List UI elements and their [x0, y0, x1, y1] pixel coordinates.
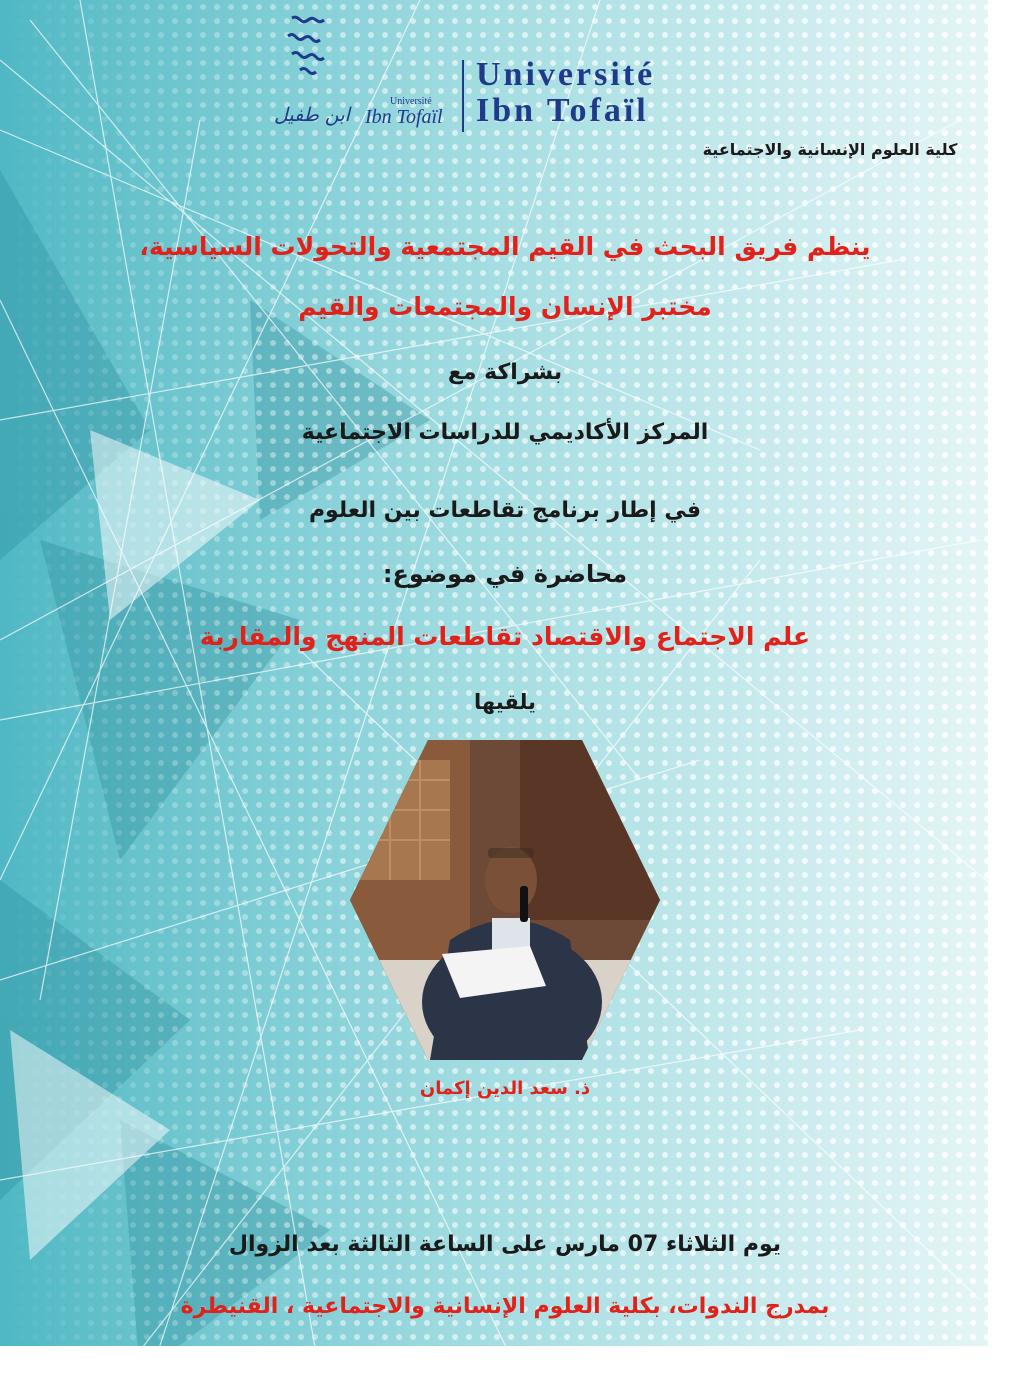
logo-university-text: Université	[476, 56, 656, 93]
logo-arabic-name: ابن طفيل	[274, 104, 350, 126]
logo-small-ibn-tofail: Ibn Tofaïl	[365, 106, 443, 128]
program-line: في إطار برنامج تقاطعات بين العلوم	[308, 498, 702, 523]
venue: بمدرج الندوات، بكلية العلوم الإنسانية والاجتماعية ، القنيطرة	[180, 1294, 830, 1319]
lecture-label: محاضرة في موضوع:	[382, 560, 628, 588]
organizer-line-2: مختبر الإنسان والمجتمعات والقيم	[298, 292, 712, 321]
partner-name: المركز الأكاديمي للدراسات الاجتماعية	[301, 420, 709, 445]
speaker-name: ذ. سعد الدين إكمان	[419, 1078, 591, 1099]
university-logo	[270, 12, 958, 159]
logo-divider	[462, 60, 464, 132]
logo-ibn-tofail-text: Ibn Tofaïl	[476, 92, 649, 129]
organizer-line-1: ينظم فريق البحث في القيم المجتمعية والتحولات السياسية،	[139, 232, 871, 261]
lecture-title: علم الاجتماع والاقتصاد تقاطعات المنهج والمقاربة	[199, 622, 811, 651]
faculty-name: كلية العلوم الإنسانية والاجتماعية	[702, 140, 958, 159]
speaker-photo	[350, 740, 660, 1060]
partnership-label: بشراكة مع	[447, 360, 563, 385]
date-time: يوم الثلاثاء 07 مارس على الساعة الثالثة بعد الزوال	[228, 1232, 782, 1257]
right-margin	[988, 0, 1010, 1376]
logo-small-university: Université	[390, 96, 432, 107]
calligraphy-mark-icon	[270, 12, 350, 102]
presented-by-label: يلقيها	[474, 690, 536, 714]
bottom-margin	[0, 1346, 1010, 1376]
